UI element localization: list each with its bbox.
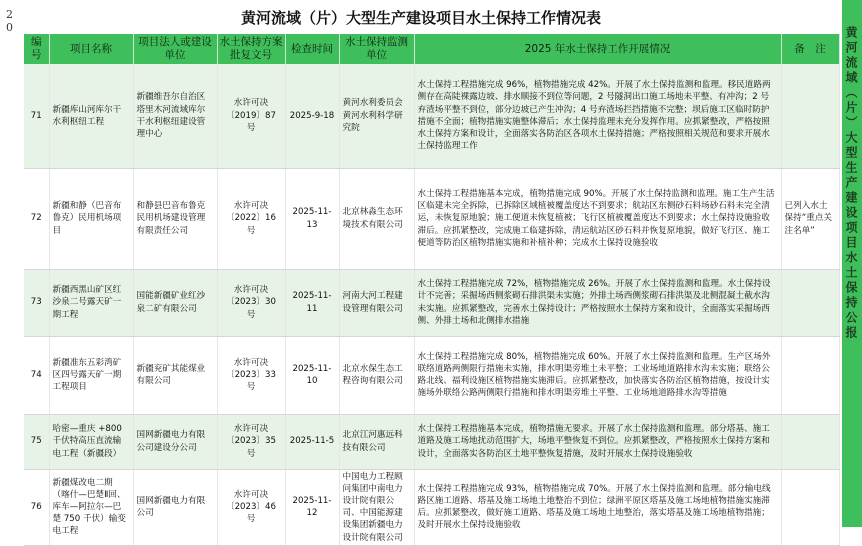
table-row xyxy=(24,168,839,269)
cell-name: 新疆库山河库尔干水利枢纽工程 xyxy=(49,64,133,168)
side-band xyxy=(842,0,862,527)
cell-owner: 国能新疆矿业红沙泉二矿有限公司 xyxy=(133,269,217,336)
cell-note xyxy=(781,64,839,168)
cell-note: 已列入水土保持“重点关注名单” xyxy=(781,168,839,269)
cell-approval: 水许可决〔2019〕87 号 xyxy=(217,64,285,168)
cell-time: 2025-11-5 xyxy=(285,414,339,469)
cell-status: 水土保持工程措施完成 96%，植物措施完成 42%。开展了水土保持监测和监理。移民道路两侧存在高陡裸露边坡、排水顺接不到位等问题，2 号隧洞出口施工场地未平整、有冲沟；2 号弃渣场平整不到位，部分边坡已产生冲沟；4 号弃渣场拦挡措施不完整；坝后施工区临时防护措施不全面；植物措施实施整体滞后；水土保持监理未充分发挥作用。应抓紧整改，严格按照水土保持方案和设计，全面落实各防治区各项水土保持措施；严格按照相关规范和要求开展水土保持监理工作 xyxy=(414,64,781,168)
side-title: 黄河流域（片）大型生产建设项目水土保持公报 xyxy=(844,26,858,341)
cell-approval: 水许可决〔2022〕16 号 xyxy=(217,168,285,269)
cell-note xyxy=(781,414,839,469)
cell-note xyxy=(781,469,839,545)
cell-monitor: 北京江河惠远科技有限公司 xyxy=(339,414,414,469)
cell-time: 2025-11-10 xyxy=(285,336,339,414)
cell-status: 水土保持工程措施完成 93%，植物措施完成 70%。开展了水土保持监测和监理。部分输电线路区施工道路、塔基及施工场地土地整治不到位；绿洲平原区塔基及施工场地植物措施实施滞后。应抓紧整改，做好施工道路、塔基及施工场地土地整治，落实塔基及施工场地植物措施；及时开展水土保持设施验收 xyxy=(414,469,781,545)
cell-name: 新疆西黑山矿区红沙泉二号露天矿一期工程 xyxy=(49,269,133,336)
cell-approval: 水许可决〔2023〕46 号 xyxy=(217,469,285,545)
header-note: 备 注 xyxy=(781,34,839,64)
cell-owner: 和静县巴音布鲁克民用机场建设管理有限责任公司 xyxy=(133,168,217,269)
cell-no: 71 xyxy=(24,64,49,168)
cell-status: 水土保持工程措施完成 80%，植物措施完成 60%。开展了水土保持监测和监理。生产区场外联络道路两侧限行措施未实施，排水明渠旁堆土未平整；工业场地道路排水沟未实施；联络公路北线、福利设施区植物措施实施滞后。应抓紧整改，加快落实各防治区植物措施，按设计实施场外联络公路两侧限行措施和排水明渠旁堆土平整、工业场地道路排水沟等措施 xyxy=(414,336,781,414)
header-status: 2025 年水土保持工作开展情况 xyxy=(414,34,781,64)
cell-name: 新疆煤改电二期（喀什—巴楚Ⅱ回、库车—阿拉尔—巴楚 750 千伏）输变电工程 xyxy=(49,469,133,545)
cell-monitor: 北京林淼生态环境技术有限公司 xyxy=(339,168,414,269)
header-no: 编号 xyxy=(24,34,49,64)
cell-owner: 国网新疆电力有限公司建设分公司 xyxy=(133,414,217,469)
cell-name: 哈密—重庆 +800 千伏特高压直流输电工程（新疆段） xyxy=(49,414,133,469)
cell-no: 76 xyxy=(24,469,49,545)
table-header-row xyxy=(24,34,839,64)
cell-time: 2025-11-11 xyxy=(285,269,339,336)
cell-no: 74 xyxy=(24,336,49,414)
table-row xyxy=(24,64,839,168)
project-table xyxy=(24,34,840,546)
table-row xyxy=(24,336,839,414)
header-monitor: 水土保持监测单位 xyxy=(339,34,414,64)
cell-monitor: 黄河水利委员会黄河水利科学研究院 xyxy=(339,64,414,168)
cell-time: 2025-9-18 xyxy=(285,64,339,168)
cell-note xyxy=(781,336,839,414)
cell-name: 新疆和静（巴音布鲁克）民用机场项目 xyxy=(49,168,133,269)
cell-no: 72 xyxy=(24,168,49,269)
cell-status: 水土保持工程措施基本完成，植物措施无要求。开展了水土保持监测和监理。部分塔基、施工道路及施工场地扰动范围扩大，场地平整恢复不到位。应抓紧整改，严格按照水土保持方案和设计，全面落实各防治区土地平整恢复措施，及时开展水土保持设施验收 xyxy=(414,414,781,469)
cell-owner: 新疆维吾尔自治区塔里木河流域库尔干水利枢纽建设管理中心 xyxy=(133,64,217,168)
table-row xyxy=(24,414,839,469)
cell-time: 2025-11-12 xyxy=(285,469,339,545)
cell-monitor: 河南大河工程建设管理有限公司 xyxy=(339,269,414,336)
cell-note xyxy=(781,269,839,336)
cell-approval: 水许可决〔2023〕30 号 xyxy=(217,269,285,336)
cell-approval: 水许可决〔2023〕35 号 xyxy=(217,414,285,469)
header-name: 项目名称 xyxy=(49,34,133,64)
table-row xyxy=(24,469,839,545)
cell-status: 水土保持工程措施完成 72%，植物措施完成 26%。开展了水土保持监测和监理。水土保持设计不完善；采掘场西侧浆砌石排洪渠未实施；外排土场西侧浆砌石排洪渠及北侧混凝土截水沟未实施。应抓紧整改，完善水土保持设计；严格按照水土保持方案和设计，全面落实采掘场西侧、外排土场和北侧排水措施 xyxy=(414,269,781,336)
cell-status: 水土保持工程措施基本完成，植物措施完成 90%。开展了水土保持监测和监理。施工生产生活区临建未完全拆除，已拆除区域植被覆盖度达不到要求；航站区东侧砂石料场砂石料未完全清运，未恢复原地貌；施工便道未恢复植被；飞行区植被覆盖度达不到要求；水土保持设施验收滞后。应抓紧整改，完成施工临建拆除，清运航站区砂石料并恢复原地貌，做好飞行区、施工便道等防治区植物措施实施和补植补种；完成水土保持设施验收 xyxy=(414,168,781,269)
cell-monitor: 北京水保生态工程咨询有限公司 xyxy=(339,336,414,414)
header-owner: 项目法人或建设单位 xyxy=(133,34,217,64)
cell-no: 75 xyxy=(24,414,49,469)
cell-owner: 国网新疆电力有限公司 xyxy=(133,469,217,545)
cell-monitor: 中国电力工程顾问集团中南电力设计院有限公司、中国能源建设集团新疆电力设计院有限公司 xyxy=(339,469,414,545)
cell-name: 新疆准东五彩湾矿区四号露天矿一期工程项目 xyxy=(49,336,133,414)
cell-time: 2025-11-13 xyxy=(285,168,339,269)
document-title: 黄河流域（片）大型生产建设项目水土保持工作情况表 xyxy=(240,9,601,27)
cell-approval: 水许可决〔2023〕33 号 xyxy=(217,336,285,414)
header-time: 检查时间 xyxy=(285,34,339,64)
cell-owner: 新疆兖矿其能煤业有限公司 xyxy=(133,336,217,414)
header-approval: 水土保持方案批复文号 xyxy=(217,34,285,64)
page-number: 20 xyxy=(3,8,16,34)
cell-no: 73 xyxy=(24,269,49,336)
table-row xyxy=(24,269,839,336)
